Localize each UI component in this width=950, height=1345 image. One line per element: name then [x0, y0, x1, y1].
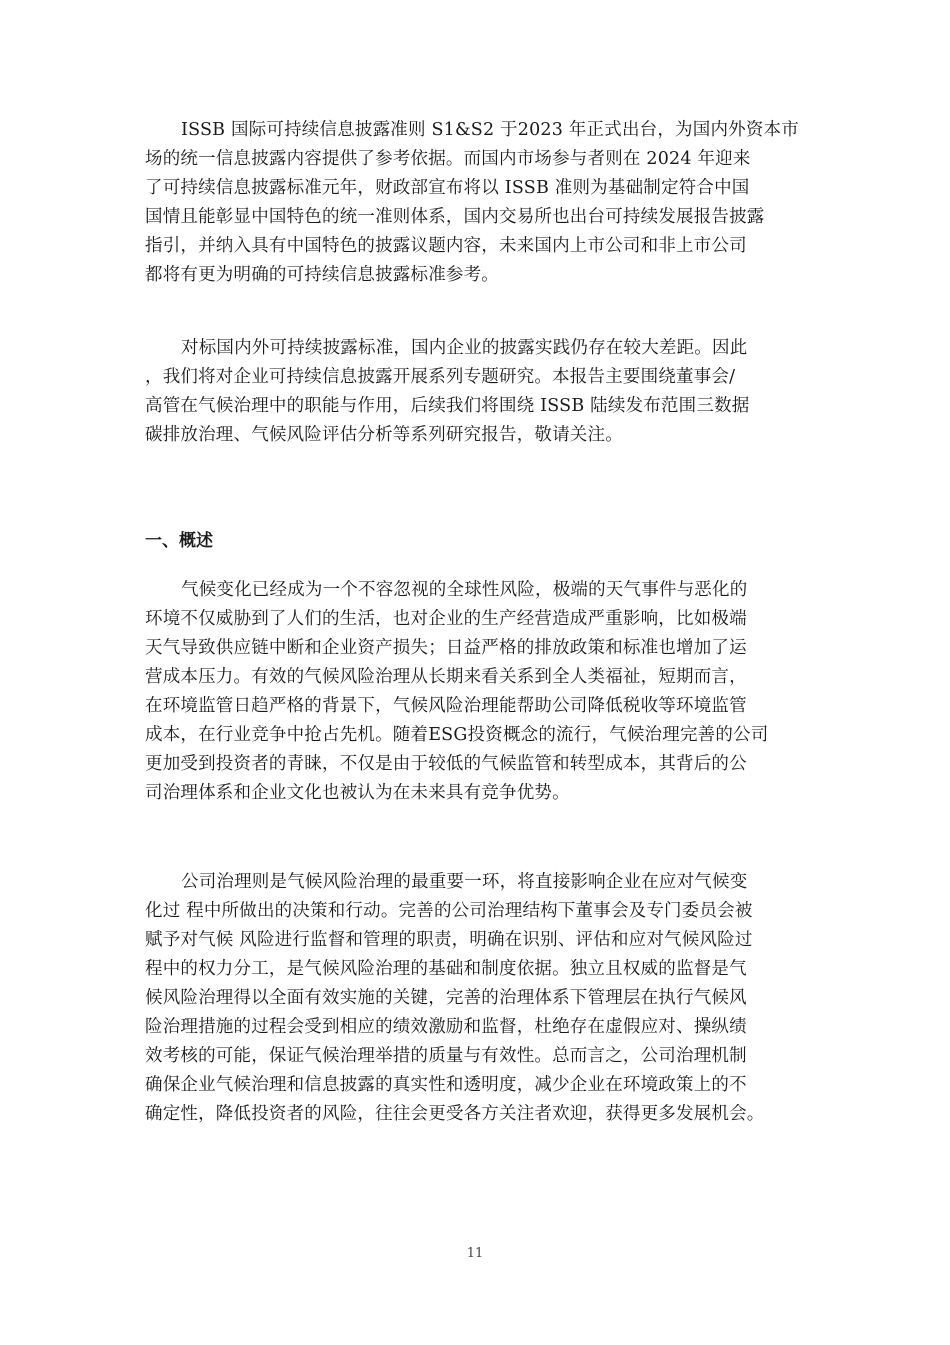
text-line: 高管在气候治理中的职能与作用，后续我们将围绕 ISSB 陆续发布范围三数据 — [145, 396, 750, 416]
text-line: 程中的权力分工，是气候风险治理的基础和制度依据。独立且权威的监督是气 — [145, 959, 747, 979]
text-line: 了可持续信息披露标准元年，财政部宣布将以 ISSB 准则为基础制定符合中国 — [145, 178, 750, 198]
text-line: 司治理体系和企业文化也被认为在未来具有竞争优势。 — [145, 783, 570, 803]
text-line: 险治理措施的过程会受到相应的绩效激励和监督，杜绝存在虚假应对、操纵绩 — [145, 1017, 747, 1037]
text-line: 在环境监管日趋严格的背景下，气候风险治理能帮助公司降低税收等环境监管 — [145, 696, 747, 716]
text-line: 更加受到投资者的青睐，不仅是由于较低的气候监管和转型成本，其背后的公 — [145, 754, 747, 774]
text-line: 都将有更为明确的可持续信息披露标准参考。 — [145, 265, 499, 285]
paragraph-research-plan — [145, 334, 817, 450]
text-line: 确保企业气候治理和信息披露的真实性和透明度，减少企业在环境政策上的不 — [145, 1075, 747, 1095]
text-line: 指引，并纳入具有中国特色的披露议题内容，未来国内上市公司和非上市公司 — [145, 236, 747, 256]
paragraph-corporate-governance — [145, 868, 817, 1129]
text-line: 碳排放治理、气候风险评估分析等系列研究报告，敬请关注。 — [145, 425, 623, 445]
text-line: 天气导致供应链中断和企业资产损失；日益严格的排放政策和标准也增加了运 — [145, 638, 747, 658]
text-line: 对标国内外可持续披露标准，国内企业的披露实践仍存在较大差距。因此 — [181, 338, 748, 358]
text-line: 气候变化已经成为一个不容忽视的全球性风险，极端的天气事件与恶化的 — [181, 580, 748, 600]
text-line: 公司治理则是气候风险治理的最重要一环，将直接影响企业在应对气候变 — [181, 872, 748, 892]
text-line: 成本，在行业竞争中抢占先机。随着ESG投资概念的流行，气候治理完善的公司 — [145, 725, 769, 745]
text-line: 场的统一信息披露内容提供了参考依据。而国内市场参与者则在 2024 年迎来 — [145, 149, 751, 169]
text-line: 环境不仅威胁到了人们的生活，也对企业的生产经营造成严重影响，比如极端 — [145, 609, 747, 629]
text-line: ，我们将对企业可持续信息披露开展系列专题研究。本报告主要围绕董事会/ — [145, 367, 736, 387]
text-line: 国情且能彰显中国特色的统一准则体系，国内交易所也出台可持续发展报告披露 — [145, 207, 765, 227]
text-line: 候风险治理得以全面有效实施的关键，完善的治理体系下管理层在执行气候风 — [145, 988, 747, 1008]
text-line: ISSB 国际可持续信息披露准则 S1&S2 于2023 年正式出台，为国内外资本市 — [181, 120, 799, 140]
text-line: 赋予对气候 风险进行监督和管理的职责，明确在识别、评估和应对气候风险过 — [145, 930, 753, 950]
page-number: 11 — [466, 1246, 484, 1261]
paragraph-climate-risk — [145, 576, 817, 808]
text-line: 化过 程中所做出的决策和行动。完善的公司治理结构下董事会及专门委员会被 — [145, 901, 753, 921]
text-line: 确定性，降低投资者的风险，往往会更受各方关注者欢迎，获得更多发展机会。 — [145, 1104, 765, 1124]
text-line: 营成本压力。有效的气候风险治理从长期来看关系到全人类福祉，短期而言， — [145, 667, 747, 687]
section-heading: 一、概述 — [145, 531, 213, 551]
paragraph-issb-intro — [145, 116, 817, 290]
text-line: 效考核的可能，保证气候治理举措的质量与有效性。总而言之，公司治理机制 — [145, 1046, 747, 1066]
